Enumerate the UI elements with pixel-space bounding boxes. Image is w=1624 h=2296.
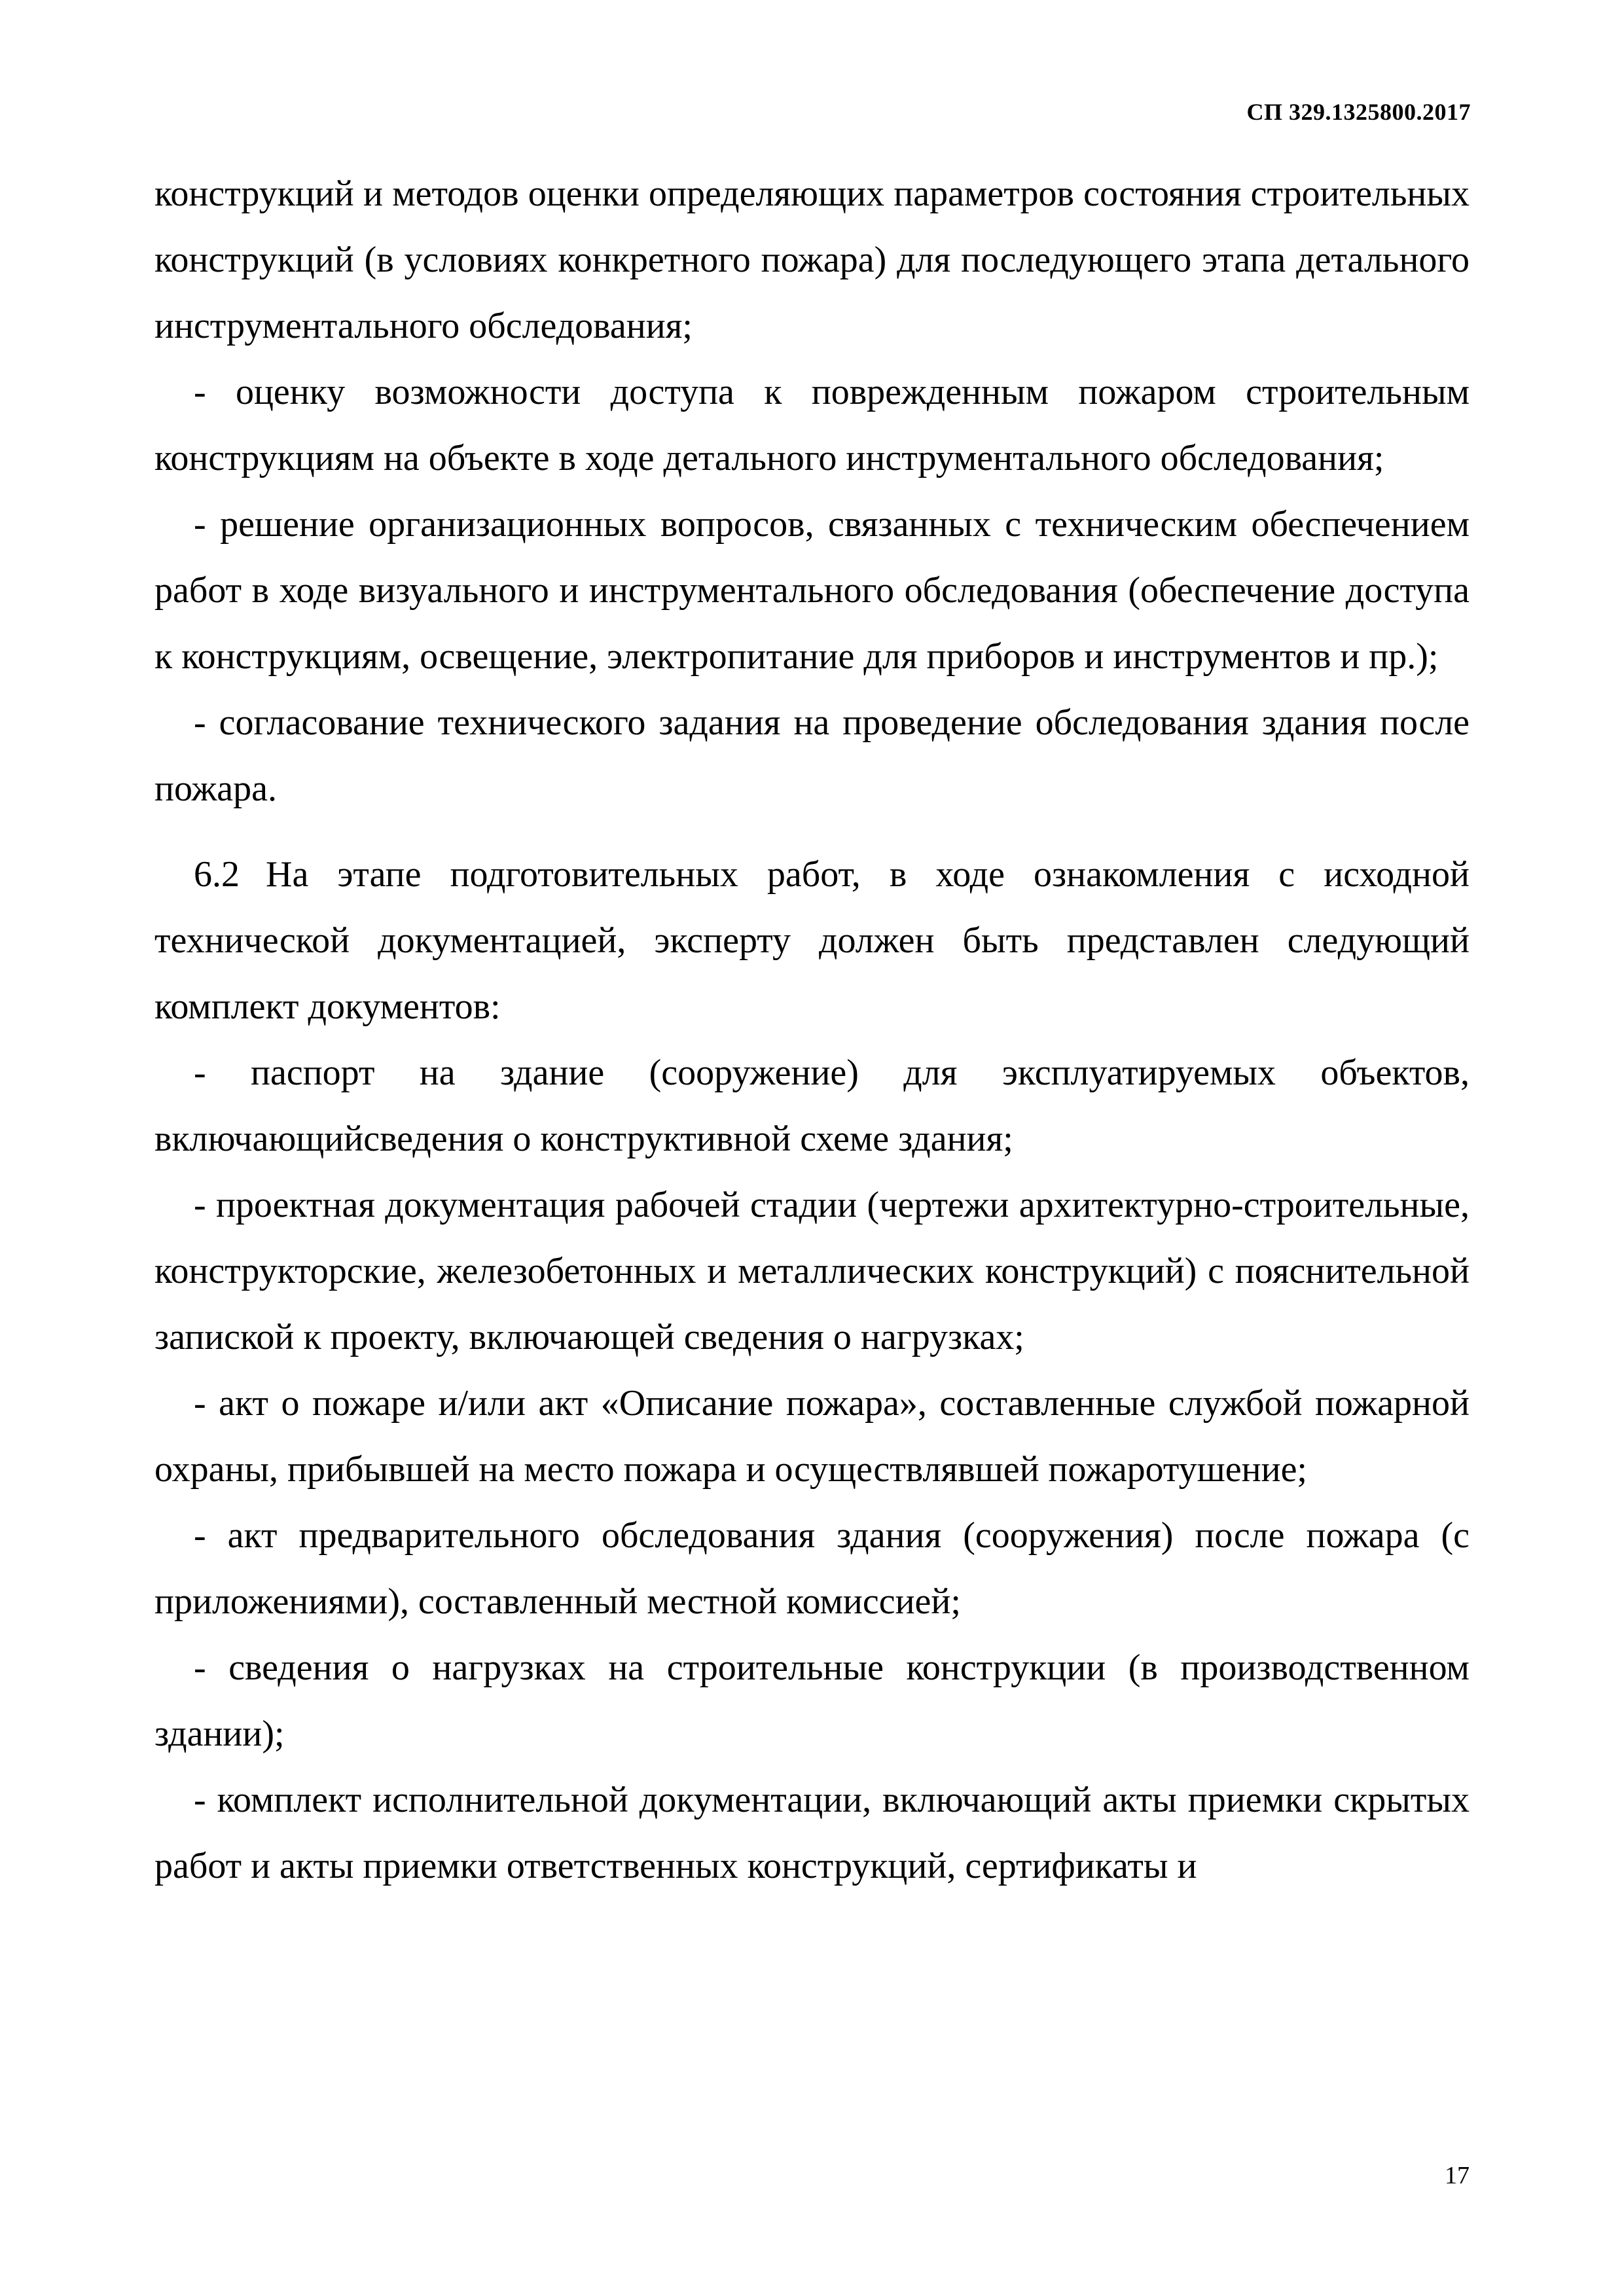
page-number: 17 xyxy=(1445,2162,1470,2189)
document-body xyxy=(154,161,1470,1899)
list-item-organizational-issues: - решение организационных вопросов, связанных с техническим обеспечением работ в ходе визуального и инструментального обследования (обеспечение доступа к конструкциям, освещение, электропитание для приборов и инструментов и пр.); xyxy=(154,504,1470,677)
list-item-project-documentation: - проектная документация рабочей стадии (чертежи архитектурно-строительные, конструкторские, железобетонных и металлических конструкций) с пояснительной запиской к проекту, включающей сведения о нагрузках; xyxy=(154,1185,1470,1357)
list-item-executive-documentation: - комплект исполнительной документации, включающий акты приемки скрытых работ и акты приемки ответственных конструкций, сертификаты и xyxy=(154,1780,1470,1886)
list-item-terms-of-reference: - согласование технического задания на проведение обследования здания после пожара. xyxy=(154,702,1470,809)
section-text: На этапе подготовительных работ, в ходе ознакомления с исходной технической документацией, эксперту должен быть представлен следующий комплект документов: xyxy=(154,854,1470,1027)
document-code-header: СП 329.1325800.2017 xyxy=(1246,99,1471,125)
list-item-passport: - паспорт на здание (сооружение) для эксплуатируемых объектов, включающийсведения о конструктивной схеме здания; xyxy=(154,1052,1470,1159)
paragraph-continuation: конструкций и методов оценки определяющих параметров состояния строительных конструкций (в условиях конкретного пожара) для последующего этапа детального инструментального обследования; xyxy=(154,173,1470,346)
list-item-preliminary-survey-act: - акт предварительного обследования здания (сооружения) после пожара (с приложениями), составленный местной комиссией; xyxy=(154,1515,1470,1622)
list-item-access-assessment: - оценку возможности доступа к поврежденным пожаром строительным конструкциям на объекте в ходе детального инструментального обследования; xyxy=(154,372,1470,478)
section-6-2 xyxy=(154,842,1470,1040)
list-item-load-data: - сведения о нагрузках на строительные конструкции (в производственном здании); xyxy=(154,1647,1470,1754)
list-item-fire-act: - акт о пожаре и/или акт «Описание пожара», составленные службой пожарной охраны, прибывшей на место пожара и осуществлявшей пожаротушение; xyxy=(154,1383,1470,1490)
section-number: 6.2 xyxy=(194,854,240,895)
